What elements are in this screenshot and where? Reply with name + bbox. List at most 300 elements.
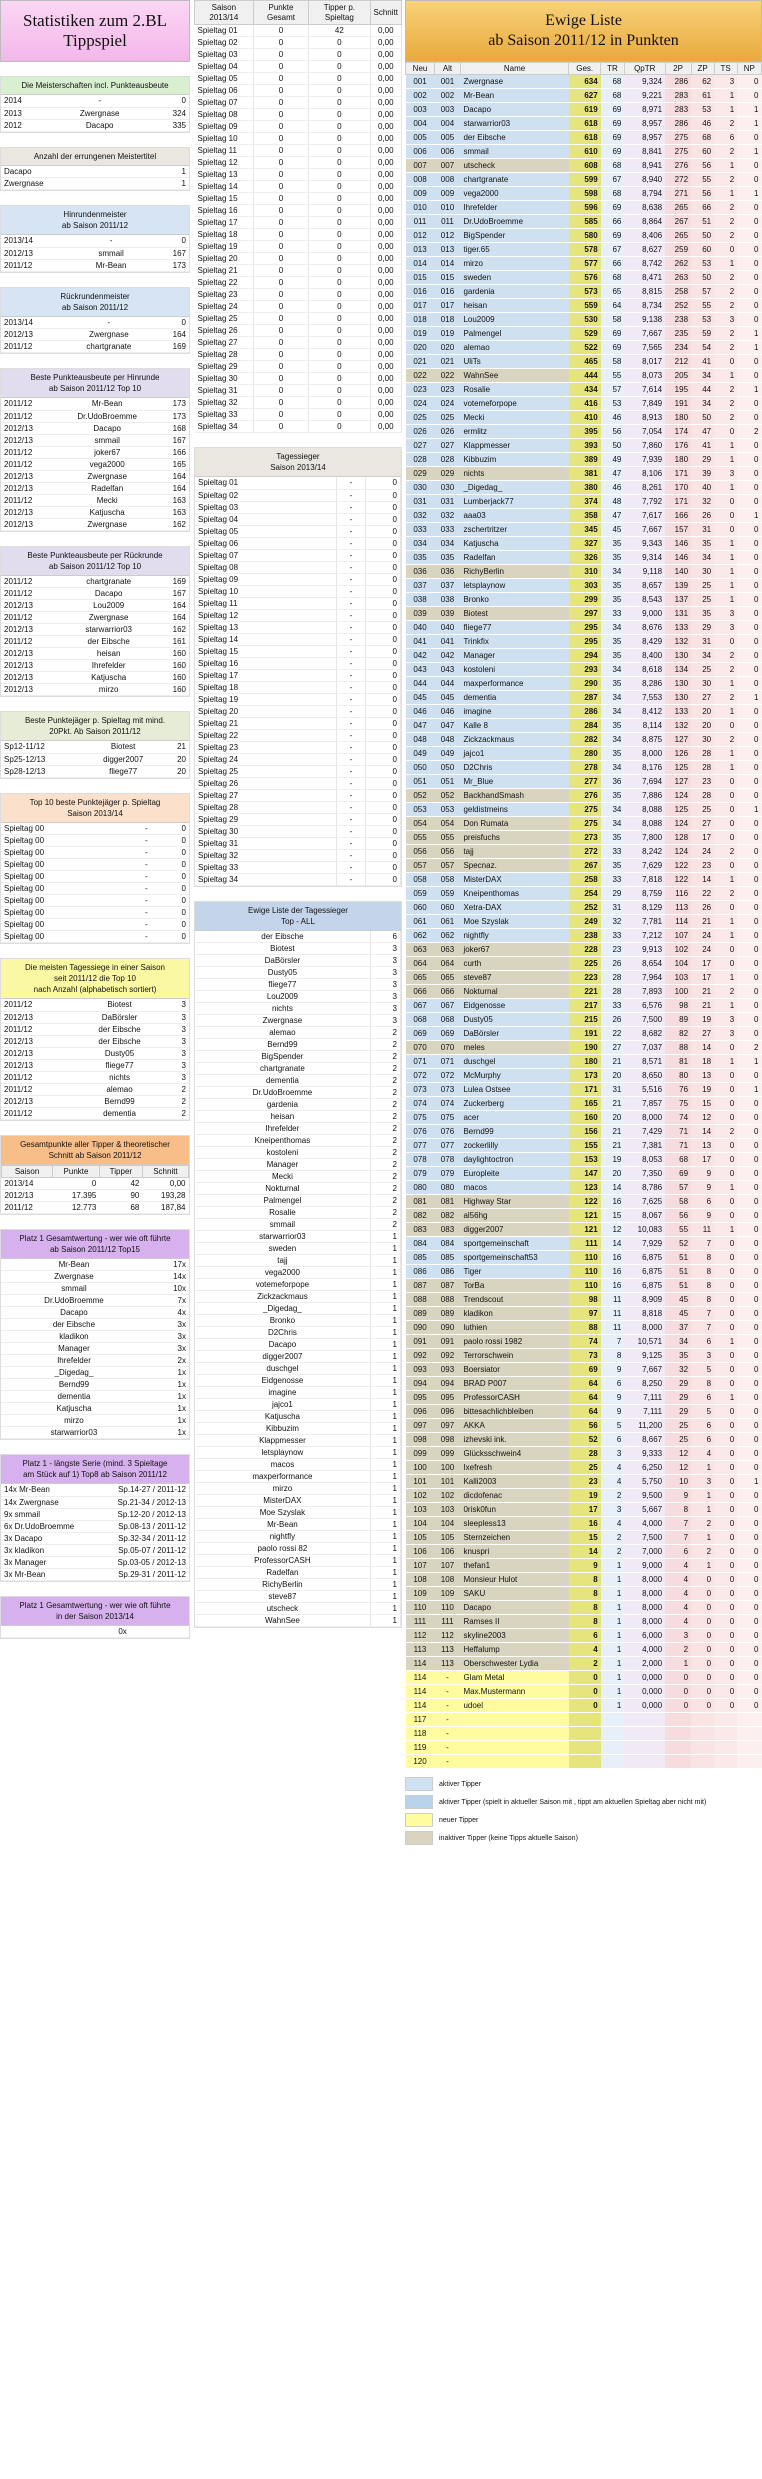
ranking-cell: bittesachlichbleiben	[460, 1405, 568, 1419]
ranking-cell: 6	[691, 1391, 714, 1405]
table-cell: Moe Szyslak	[195, 1507, 370, 1519]
table-cell: 2011/12	[1, 341, 63, 353]
ranking-cell: 170	[665, 481, 691, 495]
ranking-cell: 121	[569, 1209, 601, 1223]
ranking-row	[406, 719, 762, 733]
ranking-cell: 8,429	[624, 635, 665, 649]
ranking-cell: 066	[435, 985, 461, 999]
ranking-cell: 46	[691, 117, 714, 131]
ranking-cell: 0	[737, 817, 761, 831]
ranking-cell: 033	[435, 523, 461, 537]
table-row	[195, 121, 402, 133]
table-row	[195, 229, 402, 241]
ranking-cell: 25	[691, 663, 714, 677]
table-row	[195, 1351, 401, 1363]
table-cell: -	[336, 537, 365, 549]
ranking-cell: 131	[665, 607, 691, 621]
table-cell: 0	[366, 477, 401, 489]
ranking-cell: 0	[714, 957, 737, 971]
ranking-cell: 088	[435, 1293, 461, 1307]
table-cell: chartgranate	[62, 576, 155, 588]
table-cell: 1	[370, 1291, 400, 1303]
ranking-cell: 14	[601, 1181, 625, 1195]
ranking-cell: 099	[435, 1447, 461, 1461]
table-cell: Sp12-11/12	[1, 741, 83, 753]
ranking-cell: 050	[435, 761, 461, 775]
table-cell: -	[336, 477, 365, 489]
ranking-cell: 0	[714, 1139, 737, 1153]
ranking-cell	[691, 1713, 714, 1727]
ranking-cell: 284	[569, 719, 601, 733]
table-cell: -	[134, 823, 159, 835]
ranking-row	[406, 299, 762, 313]
ranking-cell: 0	[737, 985, 761, 999]
ranking-cell: 1	[714, 761, 737, 775]
table-cell: mirzo	[1, 1415, 147, 1427]
ranking-row	[406, 551, 762, 565]
ranking-cell: 068	[435, 1013, 461, 1027]
ranking-cell: 5	[691, 1405, 714, 1419]
ranking-cell: 0	[737, 1377, 761, 1391]
table-cell: 2013/14	[1, 235, 73, 247]
ranking-cell: dementia	[460, 691, 568, 705]
ranking-row	[406, 509, 762, 523]
table-cell: 0,00	[370, 313, 401, 325]
table-cell: -	[336, 837, 365, 849]
ranking-cell: 2	[714, 327, 737, 341]
ranking-cell: 4	[665, 1573, 691, 1587]
table-row	[1, 1283, 189, 1295]
ranking-cell: 147	[569, 1167, 601, 1181]
ranking-cell: 11	[691, 1223, 714, 1237]
section-table	[1, 317, 189, 354]
ranking-cell: 1	[714, 1181, 737, 1195]
table-cell: Dr.UdoBroemme	[56, 410, 159, 422]
table-cell: 0	[366, 645, 401, 657]
ranking-cell: 225	[569, 957, 601, 971]
table-cell: 2x	[147, 1355, 189, 1367]
ranking-cell: 060	[406, 901, 435, 915]
ranking-cell: 35	[601, 649, 625, 663]
header-row	[2, 1165, 189, 1177]
ranking-cell: 275	[569, 803, 601, 817]
ranking-cell: 7	[601, 1335, 625, 1349]
ranking-cell: 130	[665, 691, 691, 705]
table-cell: -	[134, 883, 159, 895]
ranking-cell: 057	[406, 859, 435, 873]
ranking-row	[406, 1349, 762, 1363]
table-row	[195, 1183, 401, 1195]
table-cell: Spieltag 13	[195, 621, 336, 633]
ranking-cell: 044	[435, 677, 461, 691]
section-table	[1, 999, 189, 1120]
ranking-row	[406, 285, 762, 299]
legend	[405, 1775, 762, 1847]
ranking-cell	[460, 1727, 568, 1741]
ranking-cell: 7,781	[624, 915, 665, 929]
table-cell: Spieltag 17	[195, 669, 336, 681]
ranking-cell: 577	[569, 257, 601, 271]
table-row	[195, 1147, 401, 1159]
ranking-cell	[714, 1727, 737, 1741]
ranking-cell: aaa03	[460, 509, 568, 523]
ranking-cell: 013	[435, 243, 461, 257]
table-cell: 0	[366, 813, 401, 825]
ranking-cell: 014	[406, 257, 435, 271]
ranking-cell: 0	[714, 509, 737, 523]
table-cell: -	[134, 895, 159, 907]
table-cell: 14x	[147, 1271, 189, 1283]
table-row	[1, 482, 189, 494]
ranking-cell: UliTs	[460, 355, 568, 369]
section-table	[1, 741, 189, 778]
legend-swatch	[405, 1795, 433, 1809]
ranking-cell: heisan	[460, 299, 568, 313]
ranking-cell: 61	[691, 89, 714, 103]
ranking-cell: 8	[569, 1587, 601, 1601]
ranking-cell: 15	[691, 1097, 714, 1111]
ranking-cell: 610	[569, 145, 601, 159]
ranking-row	[406, 257, 762, 271]
table-cell: digger2007	[195, 1351, 370, 1363]
table-cell: 0	[309, 325, 370, 337]
ranking-row	[406, 789, 762, 803]
ranking-cell: 015	[406, 271, 435, 285]
ranking-cell: 6,576	[624, 999, 665, 1013]
ranking-cell: 029	[406, 467, 435, 481]
table-cell: 0	[253, 157, 309, 169]
ewige-liste-subheading: ab Saison 2011/12 in Punkten	[488, 32, 679, 49]
ranking-cell: 1	[691, 1559, 714, 1573]
ranking-cell: 110	[406, 1601, 435, 1615]
ranking-cell: 081	[435, 1195, 461, 1209]
table-cell: -	[134, 931, 159, 943]
table-cell: 3x kladikon	[1, 1544, 96, 1556]
ranking-cell: 0	[737, 1349, 761, 1363]
table-cell: 0,00	[370, 205, 401, 217]
ranking-cell: 066	[406, 985, 435, 999]
ranking-cell: 0	[737, 1503, 761, 1517]
ranking-cell: 23	[691, 775, 714, 789]
ranking-cell: 0	[714, 1601, 737, 1615]
ranking-cell: 1	[737, 103, 761, 117]
ranking-cell: 079	[435, 1167, 461, 1181]
table-cell: 0	[309, 349, 370, 361]
table-cell: Spieltag 27	[195, 337, 254, 349]
ranking-row	[406, 1699, 762, 1713]
ranking-cell: 0	[714, 1167, 737, 1181]
ranking-cell: 0	[737, 789, 761, 803]
table-row	[195, 1171, 401, 1183]
ranking-cell: 272	[569, 845, 601, 859]
table-row	[195, 1015, 401, 1027]
section-header-line: Platz 1 Gesamtwertung - wer wie oft führte	[19, 1600, 171, 1610]
ranking-cell: 1	[714, 971, 737, 985]
table-cell: 1	[370, 1243, 400, 1255]
ranking-cell: 53	[691, 313, 714, 327]
ranking-row	[406, 1727, 762, 1741]
ranking-cell: 7,037	[624, 1041, 665, 1055]
table-cell: Spieltag 28	[195, 349, 254, 361]
table-row	[195, 729, 401, 741]
ranking-cell: 0	[691, 1587, 714, 1601]
table-cell: Zwergnase	[195, 1015, 370, 1027]
table-cell: Bernd99	[71, 1095, 168, 1107]
ranking-cell: 084	[406, 1237, 435, 1251]
table-row	[195, 861, 401, 873]
ranking-cell: sportgemeinschaft53	[460, 1251, 568, 1265]
table-cell: Spieltag 29	[195, 813, 336, 825]
ranking-cell: 0	[714, 1377, 737, 1391]
ranking-cell: 099	[406, 1447, 435, 1461]
ranking-cell: 065	[406, 971, 435, 985]
table-cell: Zwergnase	[63, 329, 154, 341]
ranking-cell: 8,940	[624, 173, 665, 187]
ranking-row	[406, 915, 762, 929]
ranking-cell: Lou2009	[460, 313, 568, 327]
ranking-cell: 055	[435, 831, 461, 845]
ranking-cell: 58	[601, 313, 625, 327]
section-table	[1, 823, 189, 944]
table-cell: utscheck	[195, 1603, 370, 1615]
column-header: Neu	[406, 63, 435, 75]
ranking-cell: paolo rossi 1982	[460, 1335, 568, 1349]
ranking-cell: 0	[737, 1167, 761, 1181]
table-row	[195, 873, 401, 885]
ranking-cell: 103	[665, 971, 691, 985]
ranking-cell: 0	[737, 1153, 761, 1167]
ranking-cell: 17	[691, 1153, 714, 1167]
ranking-cell: 8,875	[624, 733, 665, 747]
ranking-cell: 9	[691, 1167, 714, 1181]
ranking-cell: 217	[569, 999, 601, 1013]
ranking-cell: 020	[435, 341, 461, 355]
ranking-cell: Trinkfix	[460, 635, 568, 649]
table-cell: 161	[155, 636, 189, 648]
table-cell: starwarrior03	[1, 1427, 147, 1439]
ranking-cell: 055	[406, 831, 435, 845]
table-row	[195, 955, 401, 967]
ranking-cell: 0	[737, 1195, 761, 1209]
table-cell: 1x	[147, 1391, 189, 1403]
ranking-cell: 29	[691, 453, 714, 467]
ranking-cell: curth	[460, 957, 568, 971]
ranking-row	[406, 453, 762, 467]
ranking-row	[406, 1251, 762, 1265]
ranking-cell: 67	[601, 173, 625, 187]
ranking-cell: 132	[665, 719, 691, 733]
ranking-cell: 228	[569, 943, 601, 957]
table-cell: 164	[159, 482, 189, 494]
ranking-cell: 0	[714, 789, 737, 803]
ranking-cell: 004	[406, 117, 435, 131]
column-header: Saison 2013/14	[195, 1, 254, 25]
ranking-cell: 020	[406, 341, 435, 355]
ranking-cell: 8	[665, 1503, 691, 1517]
table-row	[1, 999, 189, 1011]
ranking-cell: 634	[569, 75, 601, 89]
ranking-cell: Bronko	[460, 593, 568, 607]
table-cell: 2012	[1, 119, 51, 131]
ranking-cell: 1	[714, 369, 737, 383]
ranking-cell	[737, 1713, 761, 1727]
table-cell: -	[336, 645, 365, 657]
ranking-cell: 9	[569, 1559, 601, 1573]
ranking-cell: 599	[569, 173, 601, 187]
table-cell: 162	[159, 518, 189, 530]
ranking-cell: -	[435, 1741, 461, 1755]
table-cell: Sp.08-13 / 2011-12	[96, 1520, 189, 1532]
ranking-cell: kostoleni	[460, 663, 568, 677]
ranking-cell: 0	[714, 803, 737, 817]
table-row	[195, 621, 401, 633]
ranking-cell: 40	[691, 481, 714, 495]
ranking-cell: 101	[406, 1475, 435, 1489]
ranking-cell: 2	[714, 145, 737, 159]
ranking-cell: 578	[569, 243, 601, 257]
table-cell: -	[336, 789, 365, 801]
ranking-cell: 051	[406, 775, 435, 789]
table-cell: 0	[253, 301, 309, 313]
ranking-row	[406, 1209, 762, 1223]
table-cell: 1	[370, 1543, 400, 1555]
ranking-cell: 6	[601, 1433, 625, 1447]
table-row	[1, 600, 189, 612]
table-cell: 2013	[1, 107, 51, 119]
table-cell: 2012/13	[1, 247, 73, 259]
ranking-cell: 8,000	[624, 1111, 665, 1125]
ranking-cell: 35	[601, 831, 625, 845]
ranking-row	[406, 887, 762, 901]
table-cell: 173	[149, 259, 189, 271]
table-row	[195, 133, 402, 145]
table-cell: Nokturnal	[195, 1183, 370, 1195]
table-cell: 0	[309, 361, 370, 373]
ranking-cell: 34	[601, 621, 625, 635]
ranking-cell: 14	[691, 1041, 714, 1055]
section-table	[1, 1626, 189, 1639]
ranking-cell: 249	[569, 915, 601, 929]
table-cell: 0	[366, 585, 401, 597]
ranking-cell: 7,500	[624, 1013, 665, 1027]
table-row	[1, 907, 189, 919]
ranking-cell: 9	[691, 1209, 714, 1223]
ranking-cell: 1	[714, 1223, 737, 1237]
ranking-cell: 34	[601, 663, 625, 677]
ranking-cell: 086	[406, 1265, 435, 1279]
ranking-cell: 032	[435, 509, 461, 523]
ranking-cell: 71	[665, 1125, 691, 1139]
ranking-cell: 73	[569, 1349, 601, 1363]
ranking-cell: 0	[737, 355, 761, 369]
table-cell: 0,00	[370, 337, 401, 349]
table-cell: Sp.21-34 / 2012-13	[96, 1496, 189, 1508]
ranking-cell: 122	[665, 859, 691, 873]
ranking-cell: 12	[665, 1461, 691, 1475]
ranking-cell: Dr.UdoBroemme	[460, 215, 568, 229]
ranking-cell: 0	[691, 1685, 714, 1699]
ranking-cell: 137	[665, 593, 691, 607]
table-cell: 0,00	[370, 109, 401, 121]
table-cell: -	[134, 919, 159, 931]
table-row	[195, 693, 401, 705]
ranking-cell: 64	[569, 1377, 601, 1391]
ranking-cell: 627	[569, 89, 601, 103]
table-cell: WahnSee	[195, 1615, 370, 1627]
table-cell: Dr.UdoBroemme	[1, 1295, 147, 1307]
ranking-cell: 19	[691, 1083, 714, 1097]
table-row	[195, 669, 401, 681]
ranking-cell: 130	[665, 677, 691, 691]
table-cell: 0,00	[370, 349, 401, 361]
table-cell: Spieltag 31	[195, 837, 336, 849]
ranking-cell: Ihrefelder	[460, 201, 568, 215]
ranking-cell: 212	[665, 355, 691, 369]
ranking-cell: 093	[406, 1363, 435, 1377]
table-cell: 0,00	[142, 1177, 188, 1189]
ranking-cell: 0,000	[624, 1685, 665, 1699]
ranking-cell: 130	[665, 649, 691, 663]
table-row	[195, 373, 402, 385]
table-cell: Spieltag 34	[195, 873, 336, 885]
table-cell: Lou2009	[62, 600, 155, 612]
ranking-cell: 34	[601, 565, 625, 579]
ranking-cell: 6,875	[624, 1265, 665, 1279]
table-cell: Spieltag 10	[195, 133, 254, 145]
ranking-cell: 8,676	[624, 621, 665, 635]
ranking-cell: 076	[406, 1125, 435, 1139]
table-cell: 0	[309, 277, 370, 289]
hinrunde-section	[0, 205, 190, 273]
table-cell: 1	[370, 1507, 400, 1519]
table-cell: 3	[370, 955, 400, 967]
ranking-cell: 8,957	[624, 117, 665, 131]
ranking-cell: 108	[435, 1573, 461, 1587]
ranking-cell: 0	[737, 845, 761, 859]
beste-hin-section	[0, 368, 190, 532]
ranking-cell: 073	[435, 1083, 461, 1097]
table-cell: -	[336, 741, 365, 753]
ranking-cell: Lulea Ostsee	[460, 1083, 568, 1097]
ranking-row	[406, 873, 762, 887]
ranking-cell: 28	[601, 985, 625, 999]
ranking-cell: Bernd99	[460, 1125, 568, 1139]
table-cell: 2013/14	[1, 317, 63, 329]
ranking-cell: 010	[435, 201, 461, 215]
ranking-cell: 7,111	[624, 1405, 665, 1419]
ranking-cell: Glam Metal	[460, 1671, 568, 1685]
table-cell: nichts	[195, 1003, 370, 1015]
ranking-cell: 46	[601, 411, 625, 425]
table-row	[195, 943, 401, 955]
ranking-cell: 273	[569, 831, 601, 845]
ewige-liste-heading: Ewige Liste	[545, 12, 622, 29]
ranking-cell: 067	[435, 999, 461, 1013]
ranking-cell: 34	[601, 817, 625, 831]
table-cell: -	[336, 681, 365, 693]
table-cell: 0	[309, 205, 370, 217]
ranking-cell: 077	[435, 1139, 461, 1153]
ranking-cell: 114	[406, 1671, 435, 1685]
ranking-row	[406, 481, 762, 495]
table-cell: 0	[253, 361, 309, 373]
ranking-cell: 596	[569, 201, 601, 215]
table-cell: 0	[309, 265, 370, 277]
ranking-cell: 157	[665, 523, 691, 537]
table-cell: 0	[366, 717, 401, 729]
legend-item	[405, 1793, 762, 1811]
ranking-cell: 7,893	[624, 985, 665, 999]
